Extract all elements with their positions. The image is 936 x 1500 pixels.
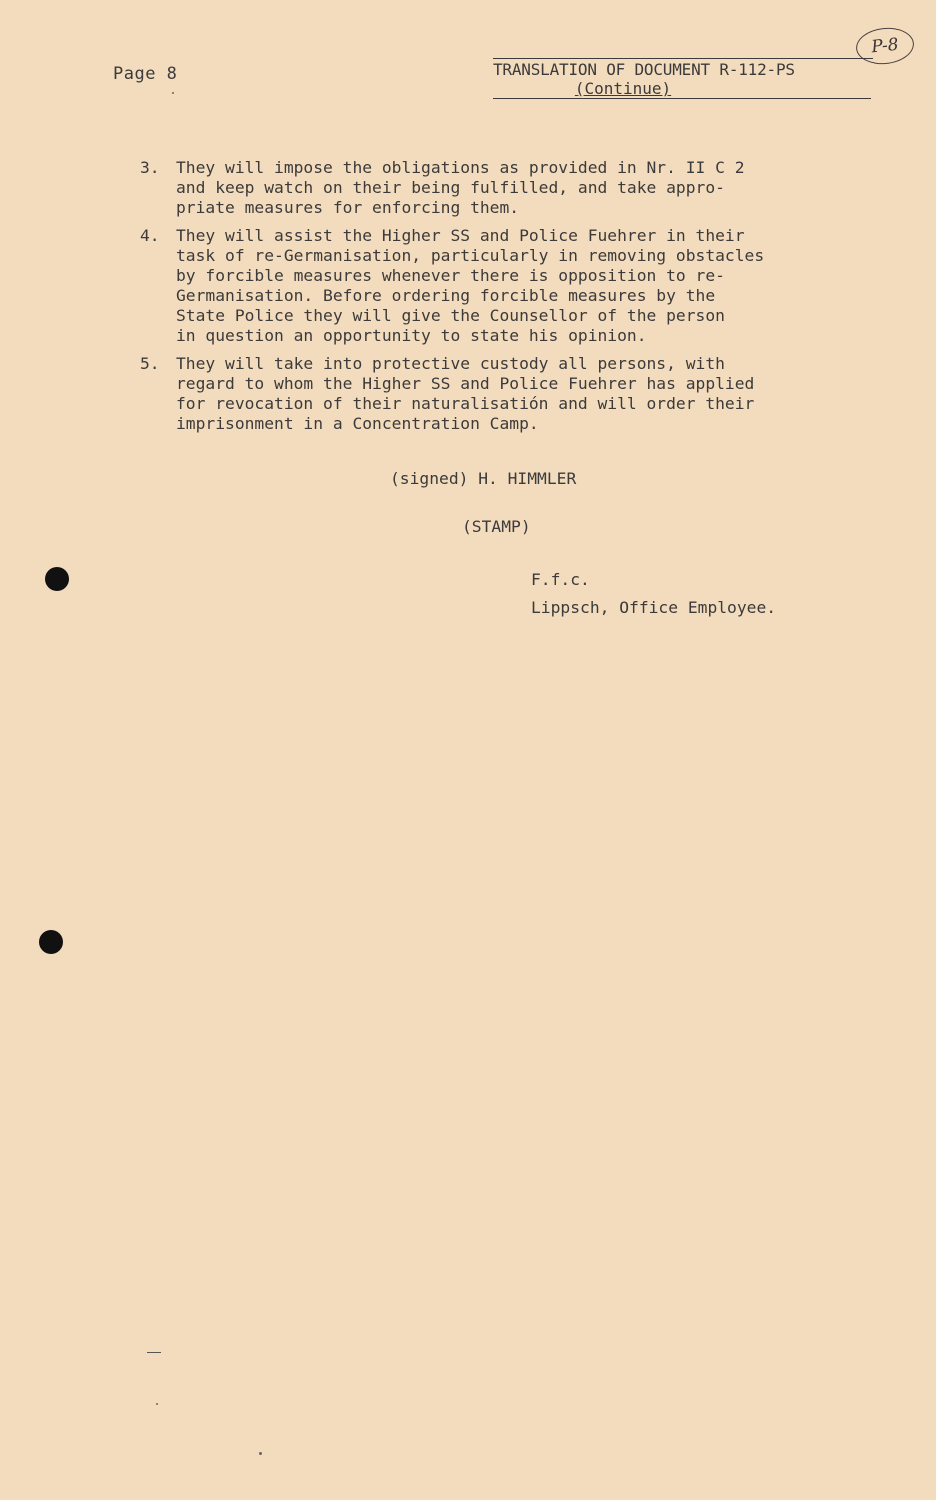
clause-line: task of re-Germanisation, particularly in removing obstacles bbox=[176, 246, 765, 265]
header-bottom-rule bbox=[493, 98, 871, 99]
clause-line: for revocation of their naturalisatión and will order their bbox=[176, 394, 755, 413]
margin-mark bbox=[147, 1352, 161, 1353]
clause-number: 3. bbox=[140, 158, 160, 177]
clause-line: and keep watch on their being fulfilled, and take appro- bbox=[176, 178, 725, 197]
clause-line: in question an opportunity to state his opinion. bbox=[176, 326, 647, 345]
page-number: Page 8 bbox=[113, 64, 178, 84]
paper-speck bbox=[156, 1403, 158, 1405]
clause-text bbox=[176, 226, 900, 346]
certification-block bbox=[531, 566, 776, 622]
document-title: TRANSLATION OF DOCUMENT R-112-PS bbox=[493, 60, 795, 79]
clause-line: Germanisation. Before ordering forcible measures by the bbox=[176, 286, 716, 305]
certifier-name: Lippsch, Office Employee. bbox=[531, 598, 777, 617]
clause-number: 5. bbox=[140, 354, 160, 373]
clause-4 bbox=[140, 226, 900, 346]
clause-list bbox=[140, 158, 900, 442]
clause-line: regard to whom the Higher SS and Police Fuehrer has applied bbox=[176, 374, 755, 393]
clause-line: They will take into protective custody all persons, with bbox=[176, 354, 725, 373]
signature-line: (signed) H. HIMMLER bbox=[390, 469, 577, 488]
certification-abbrev: F.f.c. bbox=[531, 570, 590, 589]
clause-5 bbox=[140, 354, 900, 434]
document-header bbox=[493, 58, 873, 99]
clause-line: by forcible measures whenever there is opposition to re- bbox=[176, 266, 725, 285]
clause-text bbox=[176, 354, 900, 434]
clause-line: State Police they will give the Counsellor of the person bbox=[176, 306, 725, 325]
clause-line: imprisonment in a Concentration Camp. bbox=[176, 414, 539, 433]
punch-hole-icon bbox=[45, 567, 69, 591]
clause-line: They will impose the obligations as provided in Nr. II C 2 bbox=[176, 158, 745, 177]
paper-speck bbox=[172, 92, 174, 94]
clause-number: 4. bbox=[140, 226, 160, 245]
clause-3 bbox=[140, 158, 900, 218]
paper-speck bbox=[259, 1452, 262, 1455]
clause-text bbox=[176, 158, 900, 218]
clause-line: They will assist the Higher SS and Police Fuehrer in their bbox=[176, 226, 745, 245]
document-subtitle: (Continue) bbox=[574, 79, 672, 98]
punch-hole-icon bbox=[39, 930, 63, 954]
clause-line: priate measures for enforcing them. bbox=[176, 198, 520, 217]
header-top-rule bbox=[493, 58, 873, 59]
handwritten-page-ref: P-8 bbox=[854, 25, 915, 67]
stamp-note: (STAMP) bbox=[462, 517, 531, 536]
